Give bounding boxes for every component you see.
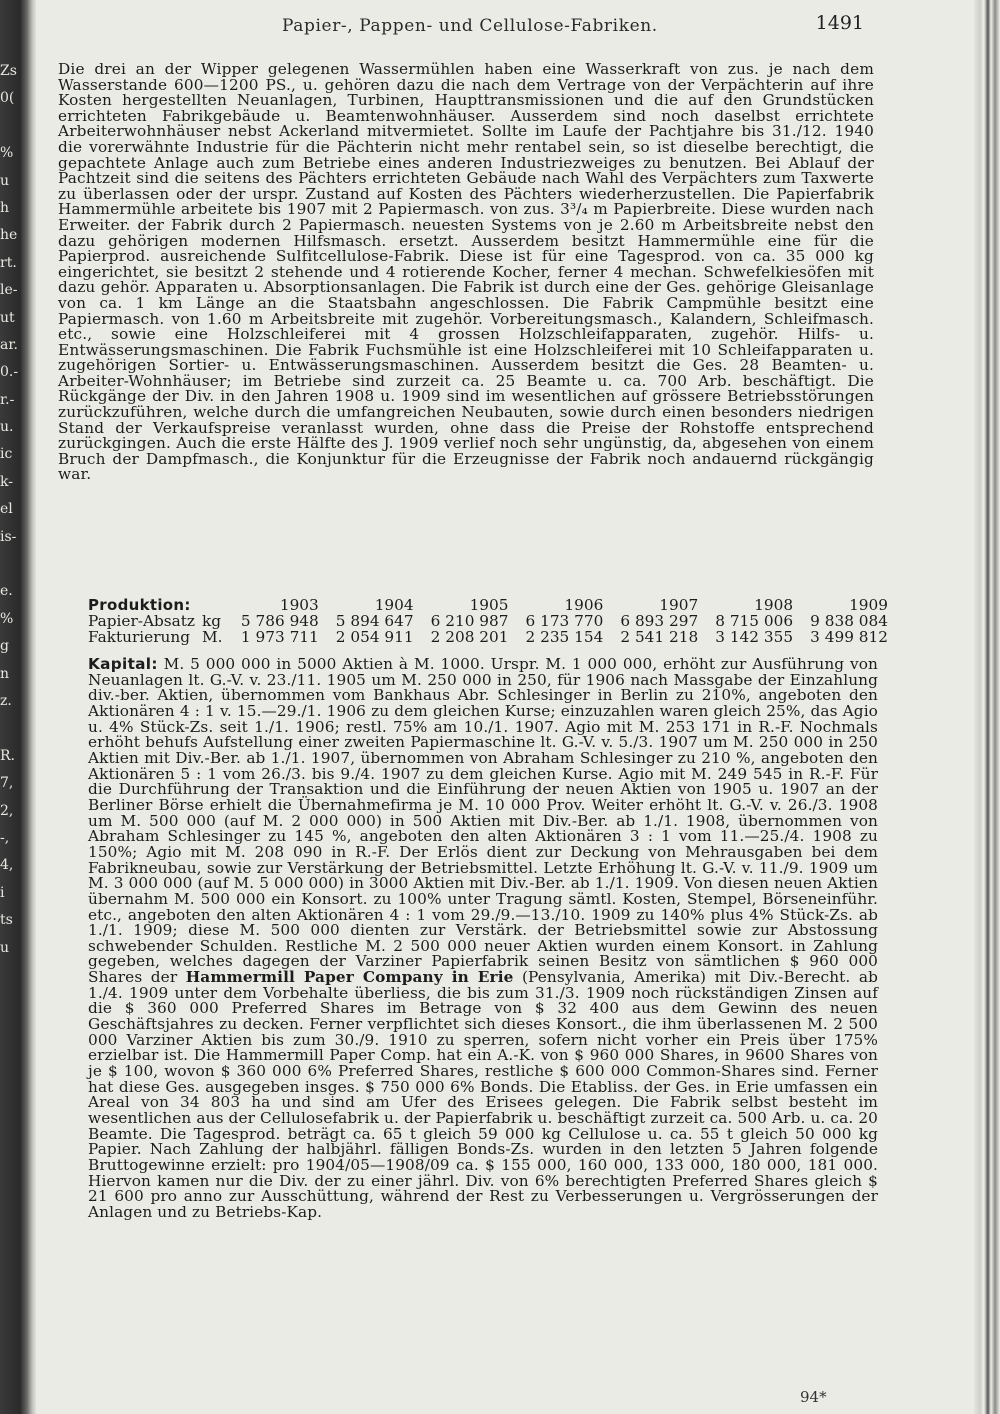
spine-fragment: ts xyxy=(0,912,13,929)
company-name-bold: Hammermill Paper Company in Erie xyxy=(185,968,514,987)
year-cell: 1903 xyxy=(279,596,319,614)
spine-fragment xyxy=(0,551,20,578)
value-cell: 2 208 201 xyxy=(430,627,509,646)
value-cell: 2 541 218 xyxy=(620,627,699,646)
spine-fragment: R. xyxy=(0,747,15,764)
spine-fragment: e. xyxy=(0,583,13,600)
spine-fragment: rt. xyxy=(0,254,17,271)
value-cell: 5 894 647 xyxy=(335,611,414,630)
intro-paragraph-block xyxy=(58,62,874,483)
spine-fragment: ut xyxy=(0,309,15,326)
spine-fragment: Zs xyxy=(0,63,17,79)
spine-fragment: g xyxy=(0,638,9,655)
spine-fragment: -, xyxy=(0,829,10,846)
spine-fragment xyxy=(0,715,20,742)
year-cell: 1905 xyxy=(469,596,509,614)
kapital-paragraph xyxy=(88,657,878,1221)
year-cell: 1907 xyxy=(659,596,699,614)
kapital-text-part1: M. 5 000 000 in 5000 Aktien à M. 1000. Urspr. M. 1 000 000, erhöht zur Ausführung von Neuanlagen lt. G.-V. v. 23./11. 1905 um M. 250 000 in 250, für 1906 nach Massgabe der Einzahlung div.-ber. Aktien, übernommen vom Bankhaus Abr. Schlesinger in Berlin zu 210%, angeboten den Aktionären 4 : 1 v. 15.—29./1. 1906 zu dem gleichen Kurse; einzuzahlen waren gleich 25%, das Agio u. 4% Stück-Zs. seit 1./1. 1906; restl. 75% am 10./1. 1907. Agio mit M. 253 171 in R.-F. Nochmals erhöht behufs Aufstellung einer zweiten Papiermaschine lt. G.-V. v. 5./3. 1907 um M. 250 000 in 250 Aktien mit Div.-Ber. ab 1./1. 1907, übernommen von Abraham Schlesinger zu 210 %, angeboten den Aktionären 5 : 1 vom 26./3. bis 9./4. 1907 zu dem gleichen Kurse. Agio mit M. 249 545 in R.-F. Für die Durchführung der Transaktion und die Einführung der neuen Aktien von 1905 u. 1907 an der Berliner Börse erhielt die Übernahmefirma je M. 10 000 Prov. Weiter erhöht lt. G.-V. v. 26./3. 1908 um M. 500 000 (auf M. 2 000 000) in 500 Aktien mit Div.-Ber. ab 1./1. 1908, übernommen von Abraham Schlesinger zu 145 %, angeboten den alten Aktionären 3 : 1 vom 11.—25./4. 1908 zu 150%; Agio mit M. 208 090 in R.-F. Der Erlös dient zur Deckung von Mehrausgaben bei dem Fabrikneubau, sowie zur Verstärkung der Betriebsmittel. Letzte Erhöhung lt. G.-V. v. 11./9. 1909 um M. 3 000 000 (auf M. 5 000 000) in 3000 Aktien mit Div.-Ber. ab 1./1. 1909. Von diesen neuen Aktien übernahm M. 500 000 ein Konsort. zu 100% unter Tragung sämtl. Kosten, Stempel, Börseneinführ. etc., angeboten den alten Aktionären 4 : 1 vom 29./9.—13./10. 1909 zu 140% plus 4% Stück-Zs. ab 1./1. 1909; diese M. 500 000 dienten zur Verstärk. der Betriebsmittel sowie zur Abstossung schwebender Schulden. Restliche M. 2 500 000 neuer Aktien wurden einem Konsort. in Zahlung gegeben, welches dagegen der Varziner Papierfabrik seinen Besitz von sämtlichen $ 960 000 Shares der xyxy=(88,655,878,987)
spine-fragment: 4, xyxy=(0,857,14,874)
value-cell: 3 142 355 xyxy=(715,627,794,646)
spine-fragment: 0.- xyxy=(0,364,19,381)
kapital-text-part2: (Pensylvania, Amerika) mit Div.-Berecht. ab 1./4. 1909 unter dem Vorbehalte überliess, die bis zum 31./3. 1909 noch rückständigen Zinsen auf die $ 360 000 Preferred Shares im Betrage von $ 32 400 aus dem Gewinn des neuen Geschäftsjahres zu decken. Ferner verpflichtet sich dieses Konsort., die ihm überlassenen M. 2 500 000 Varziner Aktien bis zum 30./9. 1910 zu sperren, sofern nicht vorher ein Preis über 175% erzielbar ist. Die Hammermill Paper Comp. hat ein A.-K. von $ 960 000 Shares, in 9600 Shares von je $ 100, wovon $ 360 000 6% Preferred Shares, restliche $ 600 000 Common-Shares sind. Ferner hat diese Ges. ausgegeben insges. $ 750 000 6% Bonds. Die Etabliss. der Ges. in Erie umfassen ein Areal von 34 803 ha und sind am Ufer des Erisees gelegen. Die Fabrik selbst besteht im wesentlichen aus der Cellulosefabrik u. der Papierfabrik u. beschäftigt zurzeit ca. 500 Arb. u. ca. 20 Beamte. Die Tagesprod. beträgt ca. 65 t gleich 59 000 kg Cellulose u. ca. 55 t gleich 50 000 kg Papier. Nach Zahlung der halbjährl. fälligen Bonds-Zs. wurden in den letzten 5 Jahren folgende Bruttogewinne erzielt: pro 1904/05—1908/09 ca. $ 155 000, 160 000, 133 000, 180 000, 181 000. Hiervon kamen nur die Div. der zu einer jährl. Div. von 6% berechtigten Preferred Shares gleich $ 21 600 pro anno zur Ausschüttung, während der Rest zu Verbesserungen u. Vergrösserungen der Anlagen und zu Betriebs-Kap. xyxy=(88,968,879,1221)
spine-fragment: u xyxy=(0,172,10,189)
running-header xyxy=(58,12,884,42)
header-title: Papier-, Pappen- und Cellulose-Fabriken. xyxy=(282,16,658,36)
kapital-heading: Kapital: xyxy=(88,655,158,673)
page-number: 1491 xyxy=(815,12,864,34)
spine-fragment: u xyxy=(0,939,10,956)
printer-signature-mark: 94* xyxy=(800,1388,827,1406)
value-cell: 3 499 812 xyxy=(810,627,888,646)
spine-fragment: he xyxy=(0,227,18,244)
spine-text-fragments xyxy=(0,58,20,962)
spine-fragment: 2, xyxy=(0,802,14,819)
year-cell: 1909 xyxy=(849,596,888,614)
value-cell: 5 786 948 xyxy=(240,611,319,630)
document-page xyxy=(58,0,888,1414)
row-unit: kg xyxy=(201,611,221,630)
spine-fragment: 0( xyxy=(0,90,15,107)
spine-fragment: is- xyxy=(0,528,17,545)
year-cell: 1906 xyxy=(564,596,604,614)
spine-fragment: r.- xyxy=(0,391,15,408)
production-table xyxy=(88,598,888,645)
value-cell: 1 973 711 xyxy=(240,627,319,646)
intro-paragraph: Die drei an der Wipper gelegenen Wassermühlen haben eine Wasserkraft von zus. je nach dem Wasserstande 600—1200 PS., u. gehören dazu die nach dem Vertrage von der Verpächterin auf ihre Kosten hergestellten Neuanlagen, Turbinen, Haupttransmissionen und die auf den Grundstücken errichteten Fabrikgebäude u. Beamtenwohnhäuser. Ausserdem sind noch daselbst errichtete Arbeiterwohnhäuser nebst Ackerland mitvermietet. Sollte im Laufe der Pachtjahre bis 31./12. 1940 die vorerwähnte Industrie für die Pächterin nicht mehr rentabel sein, so ist dieselbe berechtigt, die gepachtete Anlage auch zum Betriebe eines anderen Industriezweiges zu benutzen. Bei Ablauf der Pachtzeit sind die seitens des Pächters errichteten Gebäude nach Wahl des Verpächters zum Taxwerte zu überlassen oder der urspr. Zustand auf Kosten des Pächters wiederherzustellen. Die Papierfabrik Hammermühle arbeitete bis 1907 mit 2 Papiermasch. von zus. 3³/₄ m Papierbreite. Diese wurden nach Erweiter. der Fabrik durch 2 Papiermasch. neuesten Systems von je 2.60 m Arbeitsbreite nebst den dazu gehörigen modernen Hilfsmasch. ersetzt. Ausserdem besitzt Hammermühle eine für die Papierprod. ausreichende Sulfitcellulose-Fabrik. Diese ist für eine Tagesprod. von ca. 35 000 kg eingerichtet, sie besitzt 2 stehende und 4 rotierende Kocher, ferner 4 mechan. Schwefelkiesöfen mit dazu gehör. Apparaten u. Absorptionsanlagen. Die Fabrik ist durch eine der Ges. gehörige Gleisanlage von ca. 1 km Länge an die Staatsbahn angeschlossen. Die Fabrik Campmühle besitzt eine Papiermasch. von 1.60 m Arbeitsbreite mit zugehör. Vorbereitungsmasch., Kalandern, Schleifmasch. etc., sowie eine Holzschleiferei mit 4 grossen Holzschleifapparaten, zugehör. Hilfs- u. Entwässerungsmaschinen. Die Fabrik Fuchsmühle ist eine Holzschleiferei mit 10 Schleifapparaten u. zugehörigen Sortier- u. Entwässerungsmaschinen. Ausserdem besitzt die Ges. 28 Beamten- u. Arbeiter-Wohnhäuser; im Betriebe sind zurzeit ca. 25 Beamte u. ca. 700 Arb. beschäftigt. Die Rückgänge der Div. in den Jahren 1908 u. 1909 sind im wesentlichen auf grössere Betriebsstörungen zurückzuführen, welche durch die umfangreichen Neubauten, sowie durch einen besonders niedrigen Stand der Verkaufspreise veranlasst wurden, ohne dass die Preise der Rohstoffe entsprechend zurückgingen. Auch die erste Hälfte des J. 1909 verlief noch sehr ungünstig, da, abgesehen von einem Bruch der Dampfmasch., die Konjunktur für die Erzeugnisse der Fabrik noch andauernd rückgängig war. xyxy=(58,60,874,484)
spine-fragment: ic xyxy=(0,446,13,463)
spine-fragment: 7, xyxy=(0,775,14,792)
spine-fragment: h xyxy=(0,199,10,216)
row-label: Fakturierung xyxy=(88,627,191,646)
row-unit: M. xyxy=(201,627,223,646)
value-cell: 6 173 770 xyxy=(525,611,604,630)
spine-fragment: le- xyxy=(0,282,18,299)
production-heading: Produktion: xyxy=(88,596,191,614)
table-row xyxy=(88,630,888,646)
spine-fragment: i xyxy=(0,884,5,901)
kapital-section xyxy=(88,657,878,1221)
year-cell: 1904 xyxy=(374,596,414,614)
spine-fragment: % xyxy=(0,610,14,627)
row-label: Papier-Absatz xyxy=(88,611,195,630)
spine-fragment: % xyxy=(0,145,14,162)
spine-fragment: k- xyxy=(0,473,13,490)
spine-fragment: n xyxy=(0,665,10,682)
spine-fragment: el xyxy=(0,501,13,518)
page-edge-shadow xyxy=(974,0,1000,1414)
spine-fragment: z. xyxy=(0,692,12,709)
spine-fragment: ar. xyxy=(0,336,18,353)
value-cell: 2 054 911 xyxy=(335,627,414,646)
value-cell: 6 893 297 xyxy=(620,611,699,630)
year-cell: 1908 xyxy=(754,596,794,614)
value-cell: 8 715 006 xyxy=(715,611,794,630)
spine-fragment xyxy=(0,113,20,140)
spine-fragment: u. xyxy=(0,419,14,436)
value-cell: 9 838 084 xyxy=(810,611,888,630)
value-cell: 2 235 154 xyxy=(525,627,604,646)
value-cell: 6 210 987 xyxy=(430,611,509,630)
